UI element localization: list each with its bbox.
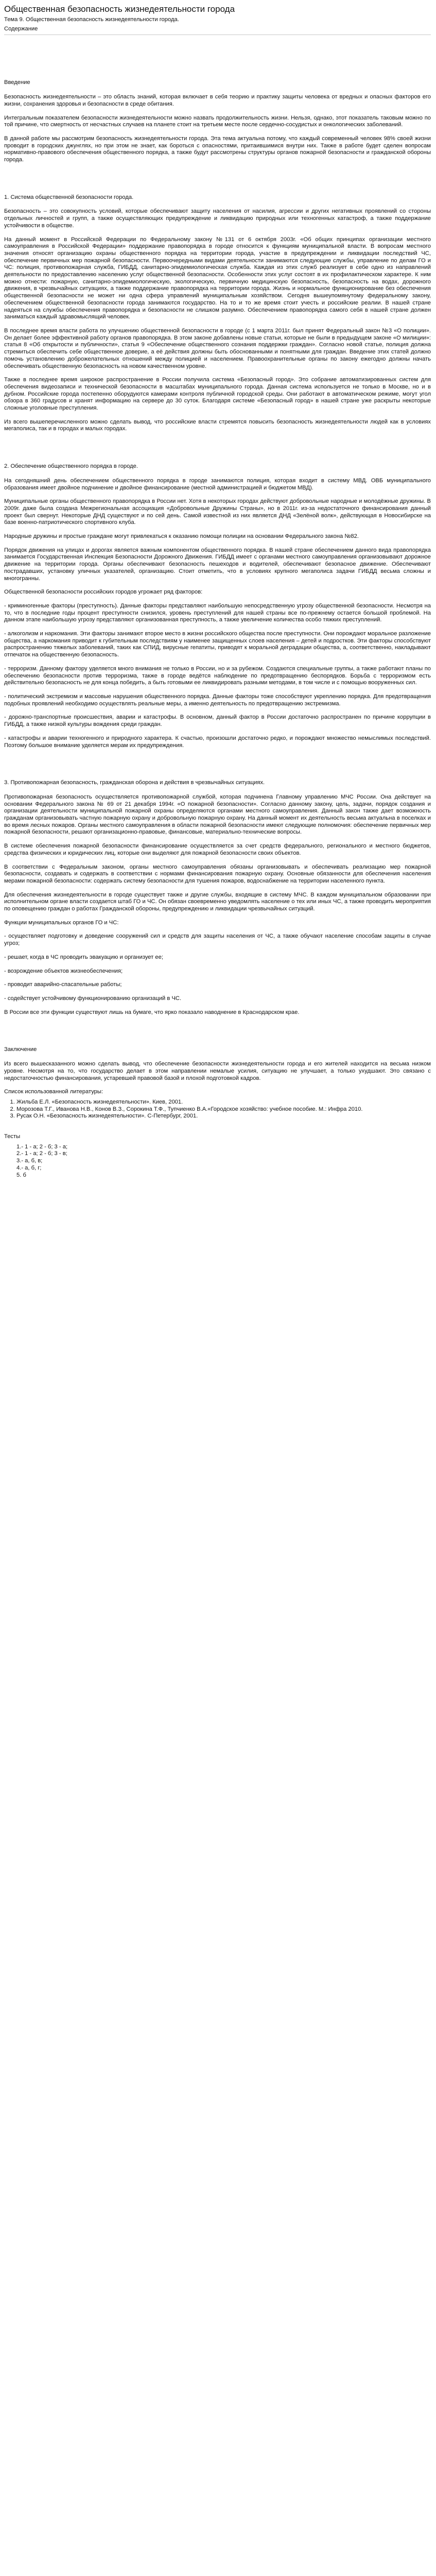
intro-paragraph: Безопасность жизнедеятельности – это область знаний, которая включает в себя теорию и практику защиты человека от вредных и опасных факторов его жизни, сохранения здоровья и безопасности в среде обитания. xyxy=(4,94,431,107)
intro-paragraph: Интегральным показателем безопасности жизнедеятельности можно назвать продолжительность жизни. Нельзя, однако, этот показатель таковым можно по той причине, что смертность от несчастных случаев на планете стоит на третьем месте после сердечно-сосудистых и онкологических заболеваний. xyxy=(4,114,431,128)
intro-heading: Введение xyxy=(4,79,30,86)
section-1-paragraph: Также в последнее время широкое распространение в России получила система «Безопасный город». Это собрание автоматизированных систем для обеспечения видеозаписи и технической безопасности в масштабах муниципального города. Данная система используется не только в Москве, но и в дубном. Российские города постепенно оборудуются камерами контроля публичной городской среды. Они работают в автоматическом режиме, могут угол обзора в 360 градусов и хранят информацию на сервере до 30 суток. Благодаря системе «Безопасный город» в нашей стране уже раскрыты некоторые сложные уголовные преступления. xyxy=(4,377,431,412)
section-1-paragraph: Из всего вышеперечисленного можно сделать вывод, что российские власти стремятся повысить безопасность жизнедеятельности людей как в условиях мегаполиса, так и в городах и малых городах. xyxy=(4,418,431,432)
section-2-paragraph: - терроризм. Данному фактору уделяется много внимания не только в России, но и за рубежом. Создаются специальные группы, а также работают планы по обеспечению безопасности против терроризма, также в городе ведётся наблюдение по предотвращению беспорядков. Борьба с терроризмом есть действительно безопасность не для конца победить, а быть готовыми ее ликвидировать разными методами, в том числе и с помощью вооруженных сил. xyxy=(4,665,431,686)
section-1 xyxy=(4,194,431,433)
section-3-paragraph: Для обеспечения жизнедеятельности в городе существует также и другие службы, входящие в систему МЧС. В каждом муниципальном образовании при исполнительном органе власти создается штаб ГО и ЧС. Он обязан своевременно уведомлять население о тех или иных ЧС, а также проводить мероприятия по оповещению граждан о работах Гражданской обороны, предупреждению и ликвидации чрезвычайных ситуаций. xyxy=(4,891,431,912)
list-item: 4.- а, б, г; xyxy=(16,1164,42,1171)
section-2-paragraph: Народные дружины и простые граждане могут привлекаться к оказанию помощи полиции на основании Федерального закона №82. xyxy=(4,533,359,540)
references-heading: Список использованной литературы: xyxy=(4,1089,103,1095)
section-2-paragraph: Муниципальные органы общественного правопорядка в России нет. Хотя в некоторых городах действуют добровольные народные и молодёжные дружины. В 2009г. даже была создана Межрегиональная ассоциация «Добровольные Дружины Страны», но в 2011г. из-за недостаточного финансирования данный проект был свернут. Некоторые ДНД существуют и по сей день. Самой известной из них является ДНД «Зелёной волк», действующая в Новосибирске на базе военно-патриотического спортивного клуба. xyxy=(4,498,431,526)
section-1-paragraph: В последнее время власти работа по улучшению общественной безопасности в городе (с 1 марта 2011г. был принят Федеральный закон №3 «О полиции». Он делает более эффективной работу органов правопорядка. В этом законе добавлены новые статьи, которые не были в предыдущем законе «О милиции»: статья 8 «Об открытости и публичности», статья 9 «Обеспечение общественного сознания поддержки граждан». Согласно новой статье, полиция должна стремиться обеспечить себе общественное доверие, а её действия должны быть обоснованными и понятными для граждан. Введение этих статей должно помочь установлению доброжелательных отношений между полицией и населением. Правоохранительные органы по закону ежегодно должны начать обеспечивать общественную безопасность на новом качественном уровне. xyxy=(4,327,431,369)
section-1-paragraph: Безопасность – это совокупность условий, которые обеспечивают защиту населения от насилия, агрессии и других негативных проявлений со стороны отдельных личностей и групп, а также осуществляющих предупреждение и ликвидацию природных или техногенных катастроф, а также поддержание устойчивости в обществе. xyxy=(4,208,431,229)
tests-section xyxy=(4,1133,431,1179)
conclusion-section xyxy=(4,1046,431,1082)
topic-subtitle: Тема 9. Общественная безопасность жизнедеятельности города. xyxy=(4,16,179,23)
section-3-paragraph: В России все эти функции существуют лишь на бумаге, что ярко показало наводнение в Краснодарском крае. xyxy=(4,1009,300,1015)
section-2 xyxy=(4,463,431,749)
conclusion-heading: Заключение xyxy=(4,1046,37,1053)
references-section xyxy=(4,1089,431,1120)
section-2-paragraph: - политический экстремизм и массовые нарушения общественного порядка. Данные факторы тоже способствуют укреплению порядка. Для предотвращения подобных проявлений необходимо осуществлять реальные меры, а именно деятельность по предотвращению экстремизма. xyxy=(4,693,431,707)
blank-space xyxy=(4,42,431,79)
section-3-paragraph: - содействует устойчивому функционированию организаций в ЧС. xyxy=(4,995,182,1002)
tests-list xyxy=(4,1144,431,1179)
section-2-paragraph: - дорожно-транспортные происшествия, аварии и катастрофы. В основном, данный фактор в России достаточно распространен по причине коррупции в ГИБДД, а также низкой культуры вождения среди граждан. xyxy=(4,714,431,728)
section-gap xyxy=(4,171,431,194)
section-3-paragraph: Противопожарная безопасность осуществляется противопожарной службой, которая подчинена Главному управлению МЧС России. Она действует на основании Федерального закона № 69 от 21 декабря 1994г. «О пожарной безопасности». Согласно данному закону, цель, задачи, порядок создания и организации деятельности муниципальной пожарной охраны определяются органами местного самоуправления. Данный закон также дает возможность гражданам организовывать частную пожарную охрану и добровольную пожарную охрану. На данный момент их деятельность весьма актуальна в поселках и во время лесных пожаров. Органы местного самоуправления в области пожарной безопасности имеют следующие полномочия: обеспечение первичных мер пожарной безопасности, решают организационно-правовые, финансовые, материально-технические вопросы. xyxy=(4,793,431,836)
conclusion-paragraph: Из всего вышесказанного можно сделать вывод, что обеспечение безопасности жизнедеятельности города и его жителей находится на весьма низком уровне. Несмотря на то, что государство делает в этом направлении немалые усилия, ситуацию не улучшает, а только ухудшают. Это связано с недостаточностью финансирования, устаревшей правовой базой и плохой подготовкой кадров. xyxy=(4,1061,431,1081)
list-item: 3.- а, б, в; xyxy=(16,1158,43,1164)
section-gap xyxy=(4,1023,431,1046)
section-2-paragraph: - алкоголизм и наркомания. Эти факторы занимают второе место в жизни российского общества после преступности. Они порождают моральное разложение общества, а наркомания приводит к губительным последствиям у наименее защищенных слоев населения – детей и подростков. Эти факторы способствуют распространению тяжелых заболеваний, таких как СПИД, вирусные гепатиты, приводят к моральной деградации общества, а, соответственно, накладывают отпечаток на общественную безопасность. xyxy=(4,631,431,658)
section-3-paragraph: В системе обеспечения пожарной безопасности финансирование осуществляется за счет средств федерального, регионального и местного бюджетов, средства физических и юридических лиц, которые они выделяют для пожарной безопасности своих объектов. xyxy=(4,843,431,856)
table-of-contents-label: Содержание xyxy=(4,25,38,32)
section-3-paragraph: - возрождение объектов жизнеобеспечения; xyxy=(4,968,123,974)
list-item: 2. Морозова Т.Г., Иванова Н.В., Конов В.З., Сорокина Т.Ф., Тупчиенко В.А.«Городское хозяйство: учебное пособие. М.: Инфра 2010. xyxy=(16,1106,431,1113)
section-2-heading: 2. Обеспечение общественного порядка в городе. xyxy=(4,463,138,470)
section-3-paragraph: В соответствии с Федеральным законом, органы местного самоуправления обязаны организовывать и обеспечивать реализацию мер пожарной безопасности, создавать и содержать в соответствии с нормами финансирования пожарную охрану. Основные обязанности для обеспечения населения мерами пожарной безопасности: содержать систему безопасности для тушения пожаров, водоснабжение на территории населенного пункта. xyxy=(4,863,431,884)
list-item: 1.- 1 - а; 2 - б; 3 - а; xyxy=(16,1143,68,1150)
section-2-paragraph: Порядок движения на улицах и дорогах является важным компонентом общественного порядка. В нашей стране обеспечением данного вида правопорядка занимается Государственная Инспекция Безопасности Дорожного Движения. ГИБДД имеет с органами местного самоуправления организовывают дорожное движение на территории города. Органы обеспечивают безопасность пешеходов и водителей, обеспечивают безопасное движение. Обеспечивают пострадавших, установку уличных указателей, организацию. Стоит отметить, что в условиях крупного мегаполиса задачи ГИБДД весьма сложны и многогранны. xyxy=(4,547,431,582)
section-gap xyxy=(4,756,431,779)
section-1-paragraph: На данный момент в Российской Федерации по Федеральному закону №131 от 6 октября 2003г. «Об общих принципах организации местного самоуправления в Российской Федерации» поддержание правопорядка в городе относится к функциям муниципальной власти. В вопросам местного значения относят организацию охраны общественного порядка на территории города, участие в предупреждении и ликвидации последствий ЧС, обеспечение первичных мер пожарной безопасности. Первоочередными видами деятельности занимаются следующие службы, управление по делам ГО и ЧС: полиция, противопожарная служба, ГИБДД, санитарно-эпидемиологическая служба. Каждая из этих служб реализует в себе одно из направлений деятельности по предоставлению населению услуг общественной безопасности. Особенности этих услуг состоят в их профилактическом характере. К ним можно отнести: пожарную, санитарно-эпидемиологическую, экологическую, первичную медицинскую безопасность, безопасность на водах, дорожного движения, в чрезвычайных ситуациях, а также поддержание правопорядка на территории города. Жизнь и нормальное функционирование без обеспечения общественной безопасности не может ни одна сфера управлений муниципальным хозяйством. Сегодня вышеупомянутому федеральному закону, обеспечением общественной безопасности города занимаются государство. На то и то же время стоит учесть и российские реалии. В нашей стране надеяться на службы обеспечения правопорядка и безопасности не слишком разумно. Обеспечением правопорядка самого себя в нашей стране должен заниматься каждый здравомыслящий человек. xyxy=(4,236,431,320)
list-item: 2.- 1 - а; 2 - б; 3 - в; xyxy=(16,1150,67,1157)
list-item: 5. б xyxy=(16,1172,26,1178)
references-list xyxy=(4,1099,431,1120)
section-1-heading: 1. Система общественной безопасности города. xyxy=(4,194,134,200)
list-item: 3. Русак О.Н. «Безопасность жизнедеятельности». С-Петербург, 2001. xyxy=(16,1113,431,1120)
section-2-paragraph: - криминогенные факторы (преступность). Данные факторы представляют наибольшую непосредственную угрозу общественной безопасности. Несмотря на то, что в последние годы процент преступности снизился, уровень преступлений для нашей страны все по-прежнему остается большой проблемой. На данном этапе наибольшую угрозу представляют организованная преступность, а также увеличение количества особо тяжких преступлений. xyxy=(4,602,431,623)
section-3-paragraph: - проводит аварийно-спасательные работы; xyxy=(4,981,122,988)
intro-section xyxy=(4,79,431,163)
section-2-paragraph: Общественной безопасности российских городов угрожает ряд факторов: xyxy=(4,589,203,596)
section-3-paragraph: - осуществляет подготовку и доведение сооружений сил и средств для защиты населения от ЧС, а также обучают население способам защиты в случае угроз; xyxy=(4,933,431,947)
section-gap xyxy=(4,439,431,463)
section-3-heading: 3. Противопожарная безопасность, гражданская оборона и действия в чрезвычайных ситуациях. xyxy=(4,779,265,786)
section-3 xyxy=(4,779,431,1016)
intro-paragraph: В данной работе мы рассмотрим безопасность жизнедеятельности города. Эта тема актуальна потому, что каждый современный человек 98% своей жизни проводит в городских джунглях, но при этом не знает, как бороться с опасностями, притаившимися внутри них. Также в работе будет сделен вопросам нормативно-правового обеспечения общественного порядка, а также будут рассмотрены структуры органов пожарной безопасности и гражданской обороны города. xyxy=(4,135,431,163)
section-3-paragraph: Функции муниципальных органов ГО и ЧС: xyxy=(4,919,119,926)
document-title: Общественная безопасность жизнедеятельности города xyxy=(4,4,235,14)
tests-heading: Тесты xyxy=(4,1133,21,1140)
section-2-paragraph: На сегодняшний день обеспечением общественного порядка в городе занимаются полиция, которая входит в систему МВД. ОВБ муниципального образования имеет двойное подчинение и двойное финансирование (местной администрацией и бюджетом МВД). xyxy=(4,477,431,491)
section-2-paragraph: - катастрофы и аварии техногенного и природного характера. К счастью, произошли достаточно редко, и порождают множество немыслимых последствий. Поэтому большое внимание уделяется мерам их предупреждения. xyxy=(4,735,431,749)
document-page xyxy=(0,0,436,1179)
list-item: 1. Жильба Е.Л. «Безопасность жизнедеятельности». Киев, 2001. xyxy=(16,1099,431,1106)
section-3-paragraph: - решает, когда в ЧС проводить эвакуацию и организует ее; xyxy=(4,954,163,960)
